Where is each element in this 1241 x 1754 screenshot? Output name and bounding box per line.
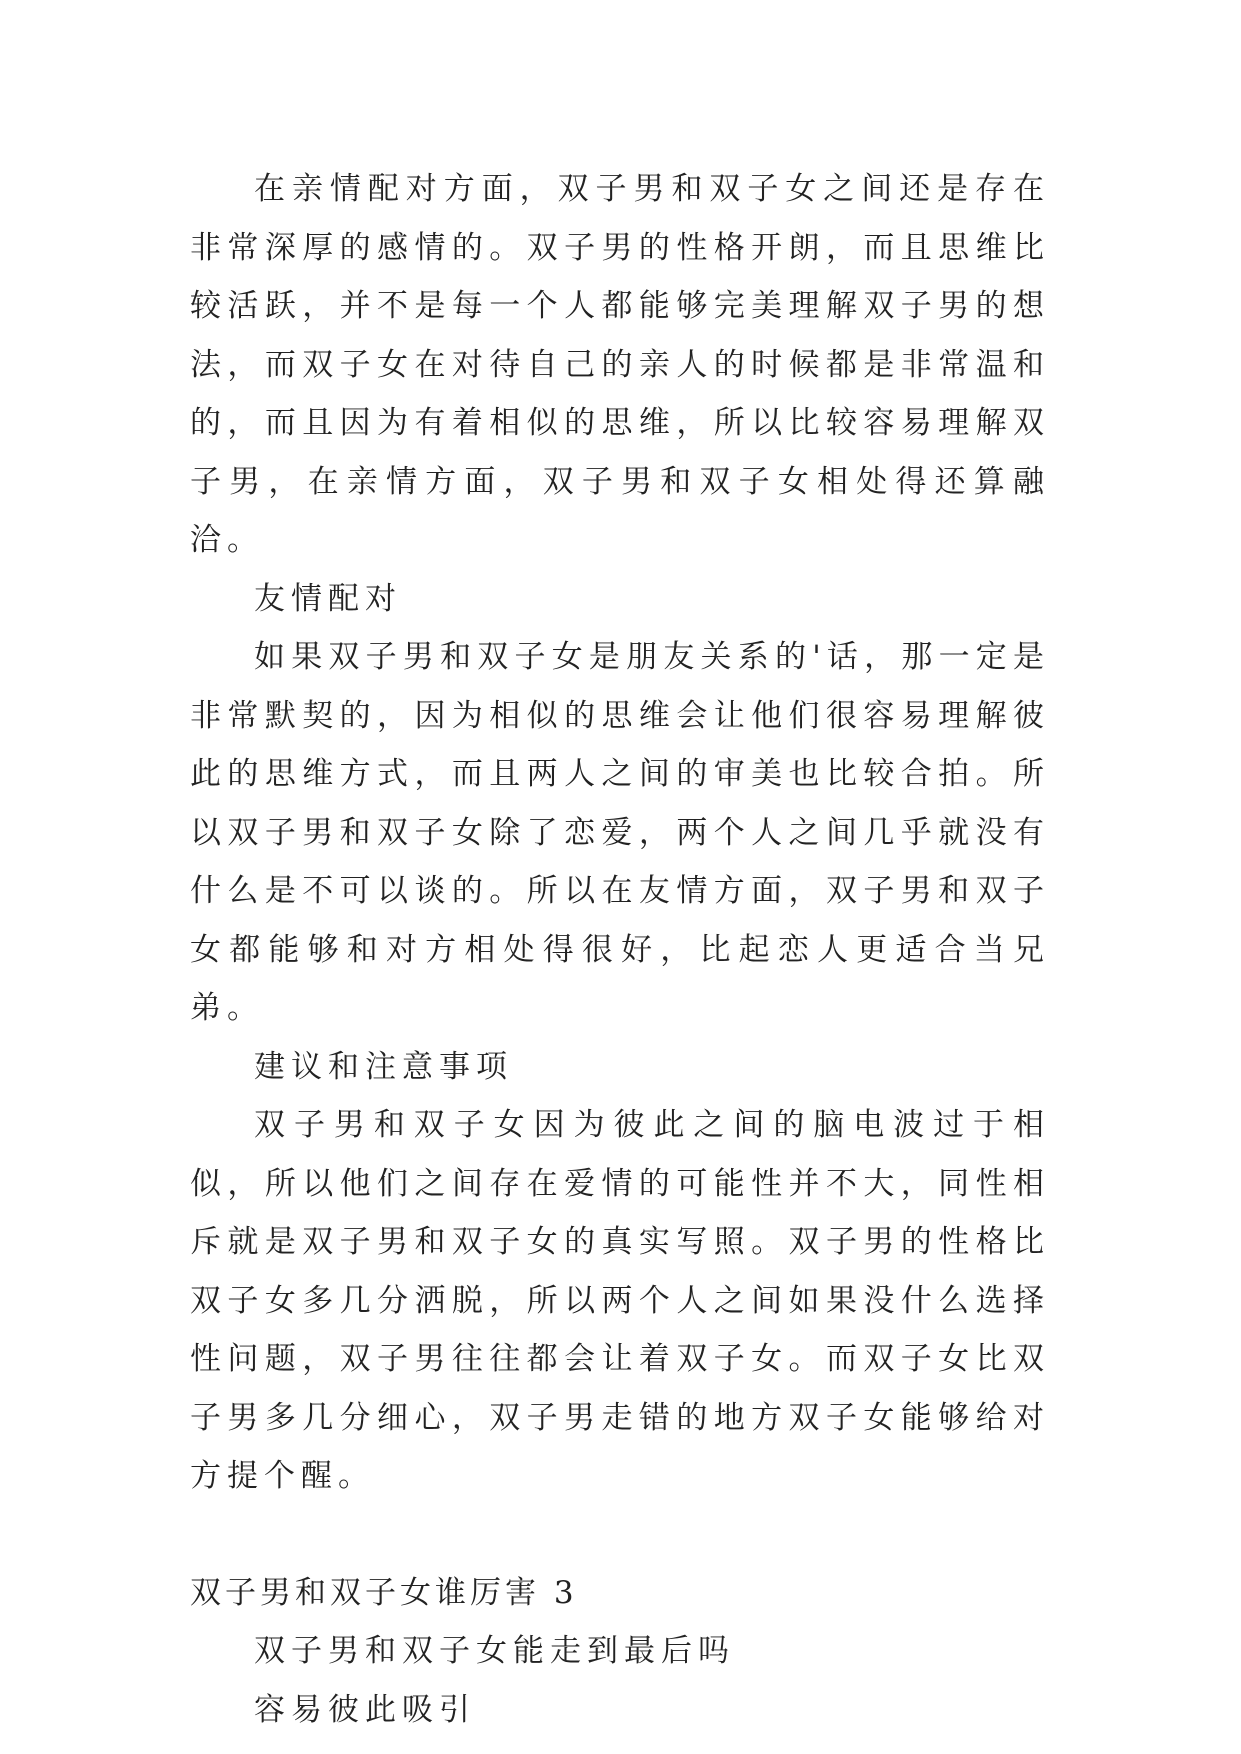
paragraph-friendship: 如果双子男和双子女是朋友关系的'话，那一定是非常默契的，因为相似的思维会让他们很容易理解彼此的思维方式，而且两人之间的审美也比较合拍。所以双子男和双子女除了恋爱，两个人之间几乎就没有什么是不可以谈的。所以在友情方面，双子男和双子女都能够和对方相处得很好，比起恋人更适合当兄弟。: [190, 639, 1050, 1026]
document-body: [190, 160, 1050, 1739]
subheading-advice: 建议和注意事项: [254, 1048, 513, 1085]
section-item-mutual-attraction: 容易彼此吸引: [254, 1691, 476, 1728]
section-title: 双子男和双子女谁厉害 3: [190, 1574, 578, 1611]
paragraph-family-pairing: 在亲情配对方面，双子男和双子女之间还是存在非常深厚的感情的。双子男的性格开朗，而且思维比较活跃，并不是每一个人都能够完美理解双子男的想法，而双子女在对待自己的亲人的时候都是非常温和的，而且因为有着相似的思维，所以比较容易理解双子男，在亲情方面，双子男和双子女相处得还算融洽。: [190, 171, 1050, 558]
section-item-can-they-last: 双子男和双子女能走到最后吗: [254, 1633, 735, 1669]
paragraph-advice: 双子男和双子女因为彼此之间的脑电波过于相似，所以他们之间存在爱情的可能性并不大，同性相斥就是双子男和双子女的真实写照。双子男的性格比双子女多几分洒脱，所以两个人之间如果没什么选择性问题，双子男往往都会让着双子女。而双子女比双子男多几分细心，双子男走错的地方双子女能够给对方提个醒。: [190, 1107, 1050, 1494]
subheading-friendship-pairing: 友情配对: [254, 580, 402, 617]
